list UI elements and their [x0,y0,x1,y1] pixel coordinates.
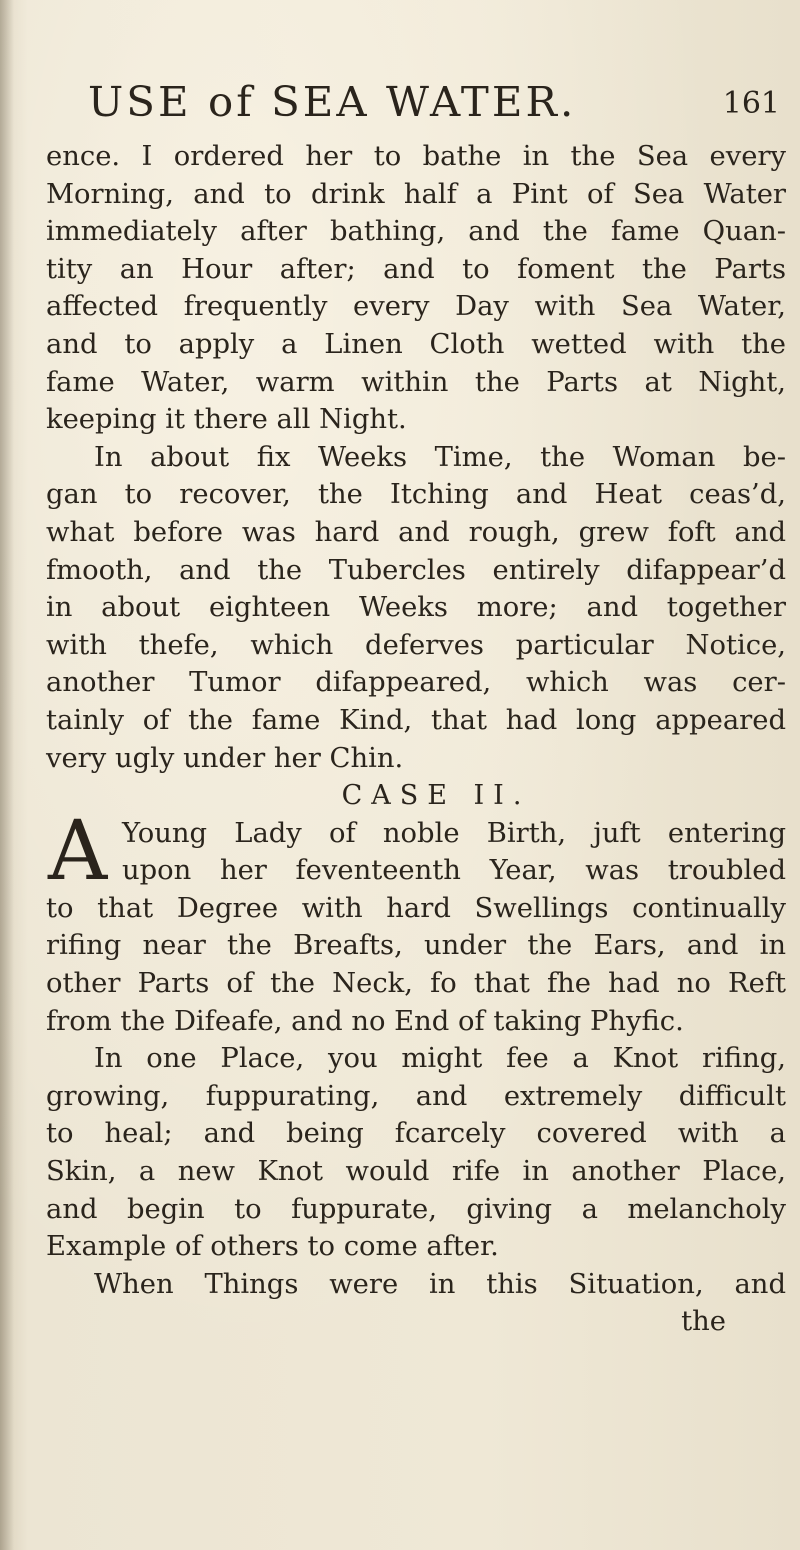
text-line: other Parts of the Neck, fo that fhe had no Reft [46,968,786,1000]
text-line: to heal; and being fcarcely covered with a [46,1118,786,1150]
text-line: tainly of the fame Kind, that had long appeared [46,704,786,736]
text-line: Skin, a new Knot would rife in another Place, [46,1156,786,1188]
catchword: the [681,1306,726,1338]
text-line: very ugly under her Chin. [46,742,404,774]
text-line: gan to recover, the Itching and Heat ceas’d, [46,479,786,511]
text-line: and to apply a Linen Cloth wetted with the [46,328,786,360]
text-line: what before was hard and rough, grew foft and [46,516,786,548]
text-line: affected frequently every Day with Sea Water, [46,291,786,323]
text-line: rifing near the Breafts, under the Ears, and in [46,930,786,962]
text-line: Morning, and to drink half a Pint of Sea Water [46,178,786,210]
text-line: Young Lady of noble Birth, juft entering [122,817,786,849]
text-line: to that Degree with hard Swellings continually [46,892,786,924]
text-line: from the Difeafe, and no End of taking Phyfic. [46,1005,684,1037]
drop-cap-paragraph [46,803,786,899]
running-title: USE of SEA WATER. [88,78,577,126]
text-line: tity an Hour after; and to foment the Parts [46,253,786,285]
text-line: ence. I ordered her to bathe in the Sea every [46,141,786,172]
page-number: 161 [722,86,780,121]
text-line: in about eighteen Weeks more; and together [46,592,786,624]
text-line: In one Place, you might fee a Knot rifing, [94,1043,786,1075]
text-line: with thefe, which deferves particular Notice, [46,629,786,661]
text-line: and begin to fuppurate, giving a melancholy [46,1193,786,1225]
drop-cap: A [48,803,108,899]
page-gutter-shadow [0,0,14,1550]
text-line: immediately after bathing, and the fame Quan- [46,216,786,248]
case-heading: CASE II. [341,780,531,812]
text-line: Example of others to come after. [46,1231,499,1263]
text-line: fmooth, and the Tubercles entirely difappear’d [46,554,786,586]
text-line: keeping it there all Night. [46,404,407,436]
text-line: fame Water, warm within the Parts at Night, [46,366,786,398]
text-line: When Things were in this Situation, and [94,1268,786,1300]
page-header [88,78,788,128]
text-line: another Tumor difappeared, which was cer- [46,667,786,699]
text-line: In about fix Weeks Time, the Woman be- [94,441,786,473]
body-text [46,138,786,1341]
text-line: upon her feventeenth Year, was troubled [122,855,786,887]
text-line: growing, fuppurating, and extremely difficult [46,1080,786,1112]
